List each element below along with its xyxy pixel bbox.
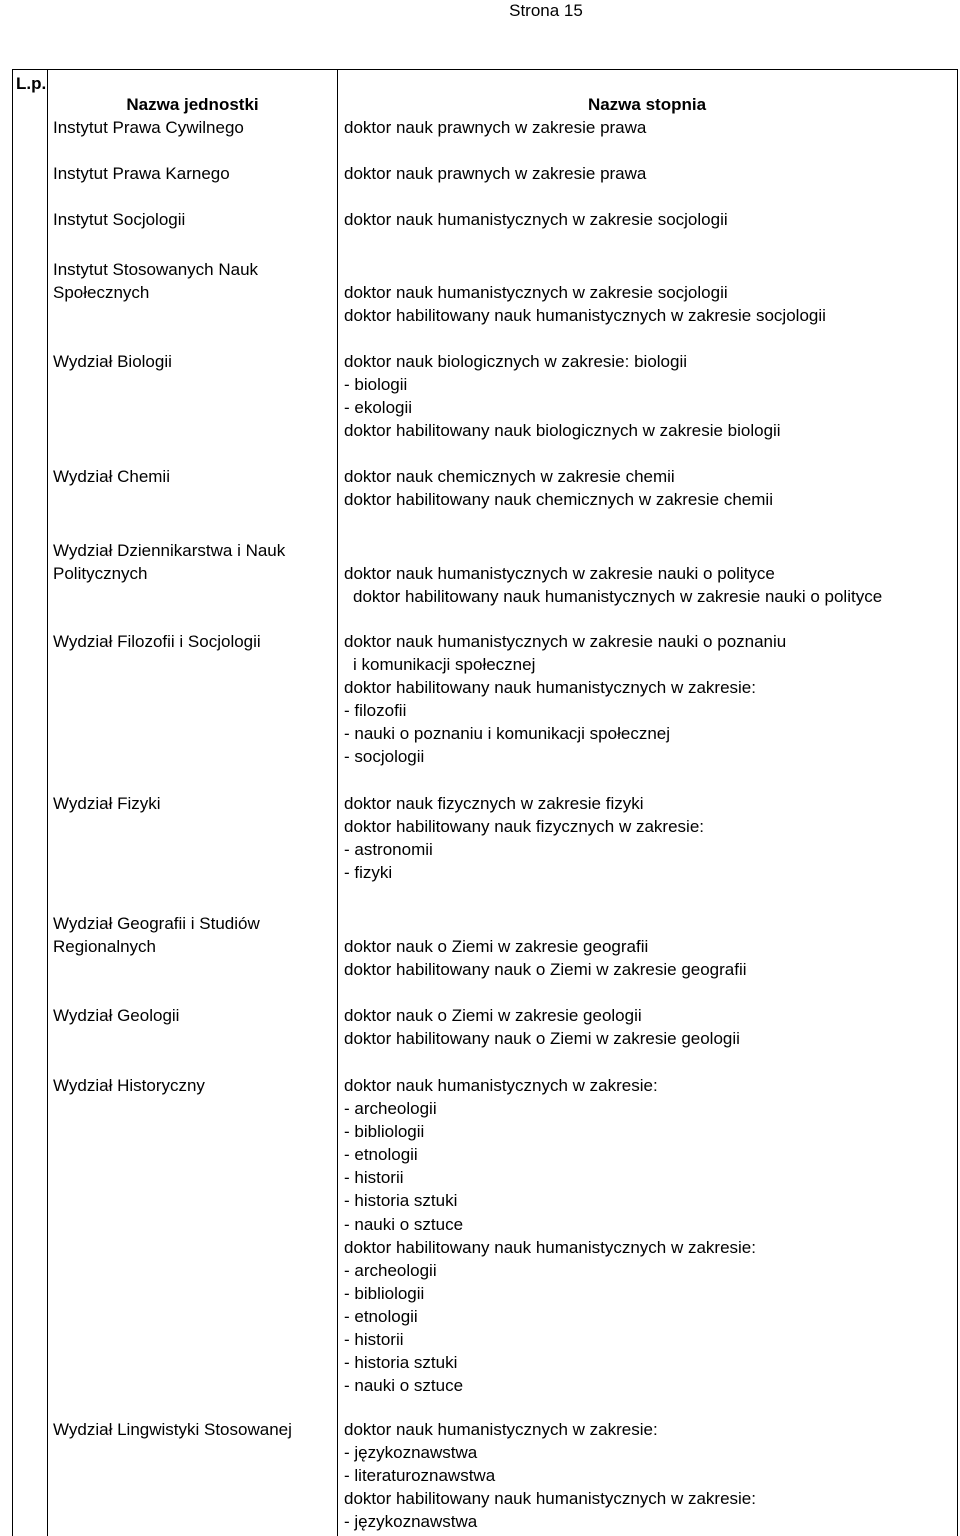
degree-line: - ekologii — [344, 398, 413, 418]
degree-line: - nauki o sztuce — [344, 1376, 464, 1396]
degree-cell — [344, 792, 956, 884]
degree-line: - fizyki — [344, 863, 393, 883]
degree-line: - historia sztuki — [344, 1191, 458, 1211]
page-number: Strona 15 — [509, 1, 583, 20]
unit-name-cell — [53, 116, 333, 139]
degree-line: - etnologii — [344, 1145, 418, 1165]
unit-name-line: Politycznych — [53, 564, 148, 584]
degree-line: - filozofii — [344, 701, 407, 721]
degree-line: - bibliologii — [344, 1122, 425, 1142]
degree-line: i komunikacji społecznej — [353, 655, 536, 675]
degree-line: doktor nauk o Ziemi w zakresie geologii — [344, 1006, 642, 1025]
unit-name-cell — [53, 792, 333, 815]
unit-name-cell — [53, 912, 333, 958]
degree-cell — [344, 208, 956, 231]
degree-line: - historia sztuki — [344, 1353, 458, 1373]
degree-line: doktor nauk humanistycznych w zakresie socjologii — [344, 210, 728, 229]
degree-line: - bibliologii — [344, 1283, 425, 1303]
degree-line: doktor habilitowany nauk humanistycznych w zakresie nauki o polityce — [353, 587, 883, 607]
unit-name-line: Wydział Chemii — [53, 467, 170, 486]
degree-cell — [344, 1004, 956, 1050]
column-divider-degree — [337, 70, 338, 1536]
degree-cell — [344, 350, 956, 442]
unit-name-line: Społecznych — [53, 283, 150, 303]
degree-line: - etnologii — [344, 1306, 418, 1326]
degree-line: doktor habilitowany nauk o Ziemi w zakresie geografii — [344, 960, 747, 980]
degree-line: - biologii — [344, 375, 408, 395]
degree-cell — [344, 1418, 956, 1533]
degree-line: - historii — [344, 1168, 404, 1188]
degree-line: - historii — [344, 1330, 404, 1350]
degree-line: - nauki o poznaniu i komunikacji społecznej — [344, 724, 671, 744]
degree-line: doktor habilitowany nauk humanistycznych w zakresie: — [344, 1237, 756, 1257]
unit-name-cell — [53, 630, 333, 653]
unit-name-line: Wydział Geologii — [53, 1006, 180, 1025]
degree-cell — [344, 1074, 956, 1397]
degree-line: doktor nauk humanistycznych w zakresie nauki o polityce — [344, 564, 775, 583]
unit-name-cell — [53, 162, 333, 185]
unit-name-cell — [53, 350, 333, 373]
unit-name-line: Instytut Prawa Cywilnego — [53, 118, 244, 137]
degree-line: doktor nauk humanistycznych w zakresie: — [344, 1420, 658, 1439]
degree-line: - archeologii — [344, 1099, 437, 1119]
degree-cell — [344, 116, 956, 139]
header-degree-name: Nazwa stopnia — [587, 95, 707, 114]
degree-line: - astronomii — [344, 840, 433, 860]
degree-cell — [344, 562, 956, 608]
degree-line: doktor nauk fizycznych w zakresie fizyki — [344, 794, 644, 813]
unit-name-cell — [53, 539, 333, 585]
degree-line: - archeologii — [344, 1260, 437, 1280]
unit-name-line: Wydział Fizyki — [53, 794, 161, 813]
degree-line: doktor nauk prawnych w zakresie prawa — [344, 164, 647, 183]
unit-name-line: Wydział Biologii — [53, 352, 172, 371]
degree-line: doktor nauk humanistycznych w zakresie socjologii — [344, 283, 728, 302]
degree-cell — [344, 630, 956, 769]
degree-line: - nauki o sztuce — [344, 1214, 464, 1234]
header-unit-name: Nazwa jednostki — [126, 95, 259, 114]
unit-name-line: Wydział Lingwistyki Stosowanej — [53, 1420, 292, 1439]
unit-name-cell — [53, 208, 333, 231]
unit-name-line: Wydział Dziennikarstwa i Nauk — [53, 541, 286, 560]
unit-name-line: Instytut Prawa Karnego — [53, 164, 230, 183]
degree-cell — [344, 935, 956, 981]
degree-line: doktor habilitowany nauk o Ziemi w zakresie geologii — [344, 1029, 740, 1049]
degree-line: doktor habilitowany nauk humanistycznych w zakresie socjologii — [344, 306, 826, 326]
degree-line: doktor habilitowany nauk fizycznych w zakresie: — [344, 817, 704, 837]
degree-line: doktor nauk prawnych w zakresie prawa — [344, 118, 647, 137]
degree-line: - językoznawstwa — [344, 1512, 478, 1532]
degree-cell — [344, 281, 956, 327]
degree-line: doktor nauk humanistycznych w zakresie: — [344, 1076, 658, 1095]
column-divider-lp — [47, 70, 48, 1536]
degree-line: doktor habilitowany nauk biologicznych w zakresie biologii — [344, 421, 781, 441]
degree-line: doktor nauk biologicznych w zakresie: biologii — [344, 352, 688, 371]
unit-name-cell — [53, 1418, 333, 1441]
degree-line: doktor habilitowany nauk humanistycznych w zakresie: — [344, 1489, 756, 1509]
unit-name-line: Regionalnych — [53, 937, 157, 957]
unit-name-cell — [53, 465, 333, 488]
degree-line: doktor nauk o Ziemi w zakresie geografii — [344, 937, 649, 956]
degree-line: doktor habilitowany nauk humanistycznych w zakresie: — [344, 678, 756, 698]
degree-line: - literaturoznawstwa — [344, 1466, 496, 1486]
degree-line: doktor nauk humanistycznych w zakresie nauki o poznaniu — [344, 632, 787, 651]
unit-name-line: Wydział Filozofii i Socjologii — [53, 632, 261, 651]
degree-cell — [344, 465, 956, 511]
degrees-table — [12, 69, 958, 1536]
header-lp: L.p. — [16, 74, 47, 93]
degree-line: - socjologii — [344, 747, 425, 767]
degree-line: - językoznawstwa — [344, 1443, 478, 1463]
degree-line: doktor nauk chemicznych w zakresie chemii — [344, 467, 675, 486]
unit-name-line: Instytut Stosowanych Nauk — [53, 260, 259, 279]
unit-name-line: Wydział Historyczny — [53, 1076, 205, 1095]
unit-name-line: Wydział Geografii i Studiów — [53, 914, 260, 933]
unit-name-cell — [53, 258, 333, 304]
degree-line: doktor habilitowany nauk chemicznych w zakresie chemii — [344, 490, 773, 510]
degree-cell — [344, 162, 956, 185]
unit-name-cell — [53, 1074, 333, 1097]
unit-name-cell — [53, 1004, 333, 1027]
unit-name-line: Instytut Socjologii — [53, 210, 186, 229]
